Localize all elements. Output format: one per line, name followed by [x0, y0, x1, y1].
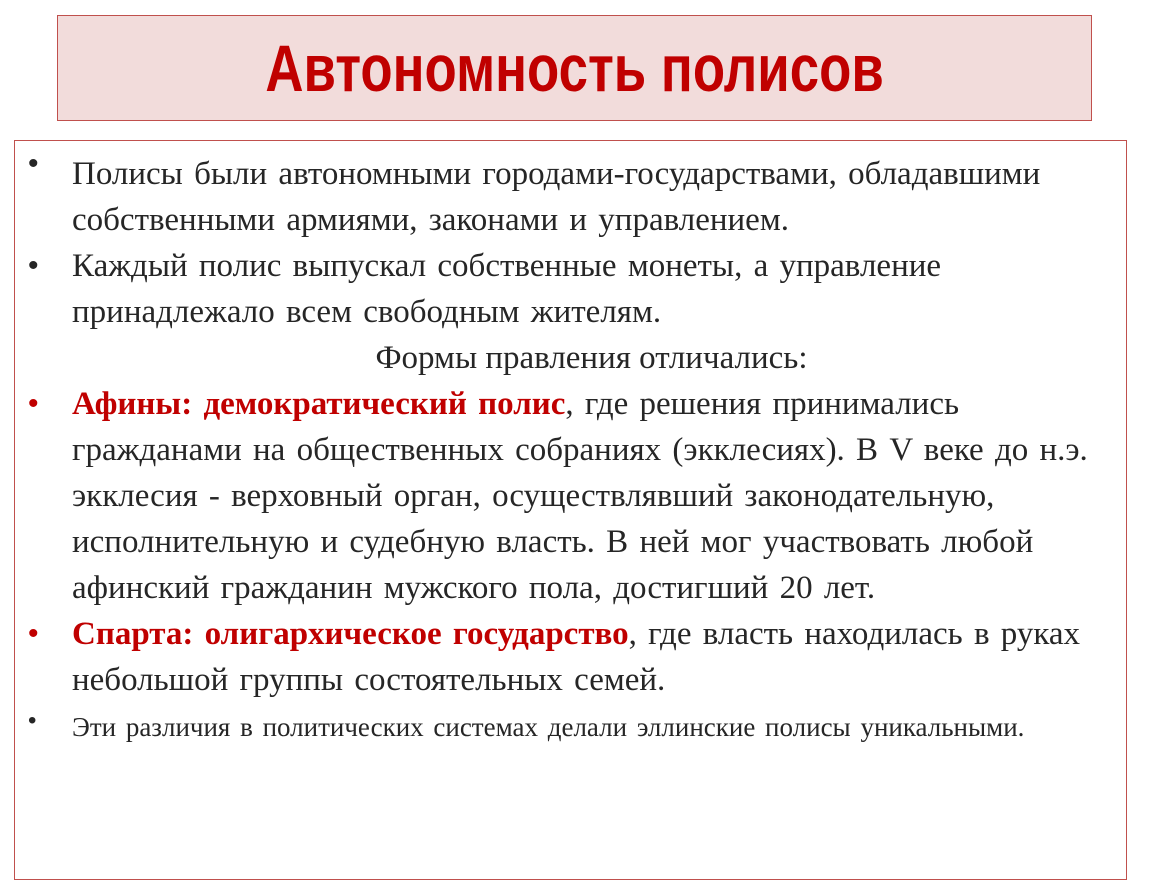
- list-item-closing: [15, 703, 1128, 745]
- list-item-athens: [15, 381, 1128, 611]
- bullet-list: [15, 141, 1128, 745]
- bullet-icon: •: [28, 707, 37, 734]
- list-item: [15, 243, 1128, 335]
- bullet-icon: •: [28, 617, 39, 650]
- bullet-text: Каждый полис выпускал собственные монеты, а управление принадлежало всем свободным жителям.: [72, 248, 942, 330]
- closing-text: Эти различия в политических системах делали эллинские полисы уникальными.: [72, 712, 1025, 742]
- list-item: [15, 141, 1128, 243]
- bullet-text: Полисы были автономными городами-государствами, обладавшими собственными армиями, законами и управлением.: [72, 156, 1041, 238]
- athens-heading: Афины: демократический полис: [72, 386, 566, 422]
- page-title: Автономность полисов: [265, 31, 884, 105]
- sparta-text: , где власть находилась в руках небольшой группы состоятельных семей.: [72, 616, 1081, 698]
- list-item-sparta: [15, 611, 1128, 703]
- content-box: [14, 140, 1127, 880]
- bullet-icon: •: [28, 249, 39, 282]
- title-banner: [57, 15, 1092, 121]
- subheading: Формы правления отличались:: [375, 340, 808, 376]
- sparta-heading: Спарта: олигархическое государство: [72, 616, 629, 652]
- bullet-icon: •: [28, 147, 39, 180]
- bullet-icon: •: [28, 387, 39, 420]
- athens-text: , где решения принимались гражданами на общественных собраниях (экклесиях). В V веке до н.э. экклесия - верховный орган, осуществлявший законодательную, исполнительную и судебную власть. В ней мог участвовать любой афинский гражданин мужского пола, достигший 20 лет.: [72, 386, 1088, 606]
